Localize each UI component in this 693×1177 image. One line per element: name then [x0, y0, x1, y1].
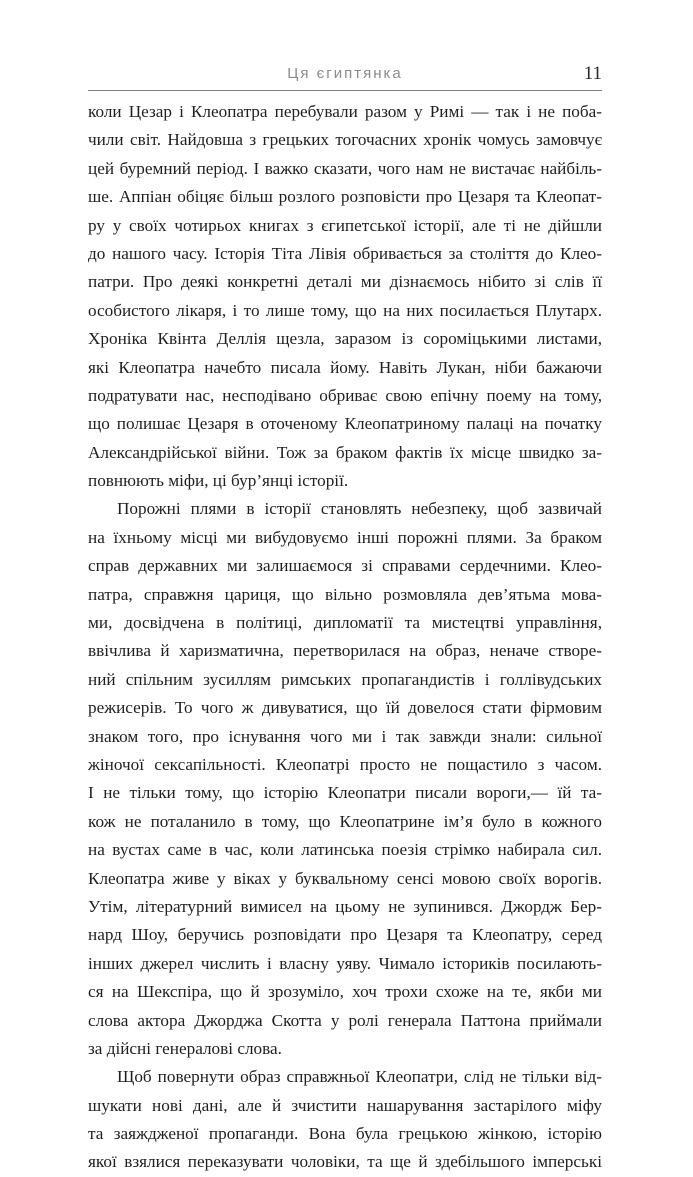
text-line: справ державних ми залишаємося зі справами сердечними. Клео-	[88, 556, 602, 576]
page-header	[88, 62, 602, 91]
page-number: 11	[583, 63, 602, 84]
text-line: Порожні плями в історії становлять небезпеку, щоб зазвичай	[117, 499, 602, 519]
text-line: коли Цезар і Клеопатра перебували разом у Римі — так і не поба-	[88, 102, 602, 121]
text-line: ся на Шекспіра, що й зрозуміло, хоч трохи схоже на те, якби ми	[88, 982, 602, 1002]
text-line: подратувати нас, несподівано обриває свою епічну поему на тому,	[88, 385, 602, 405]
text-line: ми, досвідчена в політиці, дипломатії та мистецтві управління,	[88, 613, 602, 633]
text-line: Александрійської війни. Тож за браком фактів їх місце швидко за-	[88, 442, 602, 462]
text-line: на вустах саме в час, коли латинська поезія стрімко набирала сил.	[88, 840, 602, 860]
text-line: на їхньому місці ми вибудовуємо інші порожні плями. За браком	[88, 527, 602, 547]
text-line: патри. Про деякі конкретні деталі ми дізнаємось нібито зі слів її	[88, 272, 602, 292]
paragraph	[88, 495, 602, 1063]
text-line: ний спільним зусиллям римських пропагандистів і голлівудських	[88, 669, 602, 689]
text-line: до нашого часу. Історія Тіта Лівія обривається за століття до Клео-	[88, 243, 602, 263]
text-line: Клеопатра живе у віках у буквальному сенсі мовою своїх ворогів.	[88, 868, 602, 888]
text-line: кож не поталанило в тому, що Клеопатрине ім’я було в кожного	[88, 811, 602, 831]
text-line: за дійсні генералові слова.	[88, 1038, 282, 1058]
text-line: ру у своїх чотирьох книгах з єгипетської історії, але ті не дійшли	[88, 215, 602, 235]
text-line: ше. Аппіан обіцяє більш розлого розповісти про Цезаря та Клеопат-	[88, 187, 602, 207]
paragraph	[88, 98, 602, 495]
text-line: ввічлива й харизматична, перетворилася на образ, неначе створе-	[88, 641, 602, 661]
text-line: особистого лікаря, і то лише тому, що на них посилається Плутарх.	[88, 300, 602, 320]
text-line: та заяждженої пропаганди. Вона була грецькою жінкою, історію	[88, 1124, 602, 1144]
text-line: що полишає Цезаря в оточеному Клеопатриному палаці на початку	[88, 414, 602, 434]
text-line: цей буремний період. І важко сказати, чого нам не вистачає найбіль-	[88, 158, 602, 178]
text-line: чили світ. Найдовша з грецьких тогочасних хронік чомусь замовчує	[88, 130, 602, 150]
text-line: жіночої сексапільності. Клеопатрі просто не пощастило з часом.	[88, 754, 602, 774]
text-line: шукати нові дані, але й зчистити нашарування застарілого міфу	[88, 1095, 602, 1115]
text-line: якої взялися переказувати чоловіки, та ще й здебільшого імперські	[88, 1152, 602, 1172]
running-title: Ця єгиптянка	[287, 65, 403, 82]
text-line: Щоб повернути образ справжньої Клеопатри, слід не тільки від-	[117, 1067, 602, 1087]
text-line: які Клеопатра начебто писала йому. Навіть Лукан, ніби бажаючи	[88, 357, 602, 377]
text-line: патра, справжня цариця, що вільно розмовляла дев’ятьма мова-	[88, 584, 602, 604]
text-line: нард Шоу, беручись розповідати про Цезаря та Клеопатру, серед	[88, 925, 602, 945]
text-line: Утім, літературний вимисел на цьому не зупинився. Джордж Бер-	[88, 896, 602, 916]
text-line: Хроніка Квінта Деллія щезла, заразом із сороміцькими листами,	[88, 329, 602, 349]
text-line: слова актора Джорджа Скотта у ролі генерала Паттона приймали	[88, 1010, 602, 1030]
text-line: знаком того, про існування чого ми і так завжди знали: сильної	[88, 726, 602, 746]
text-line: повнюють міфи, ці бур’янці історії.	[88, 471, 349, 491]
text-line: інших джерел числить і власну уяву. Чимало істориків посилають-	[88, 953, 602, 973]
paragraph	[88, 1063, 602, 1177]
text-line: режисерів. То чого ж дивуватися, що їй довелося стати фірмовим	[88, 698, 602, 718]
text-line: І не тільки тому, що історію Клеопатри писали вороги,— їй та-	[88, 783, 602, 803]
body-text	[88, 98, 602, 1177]
